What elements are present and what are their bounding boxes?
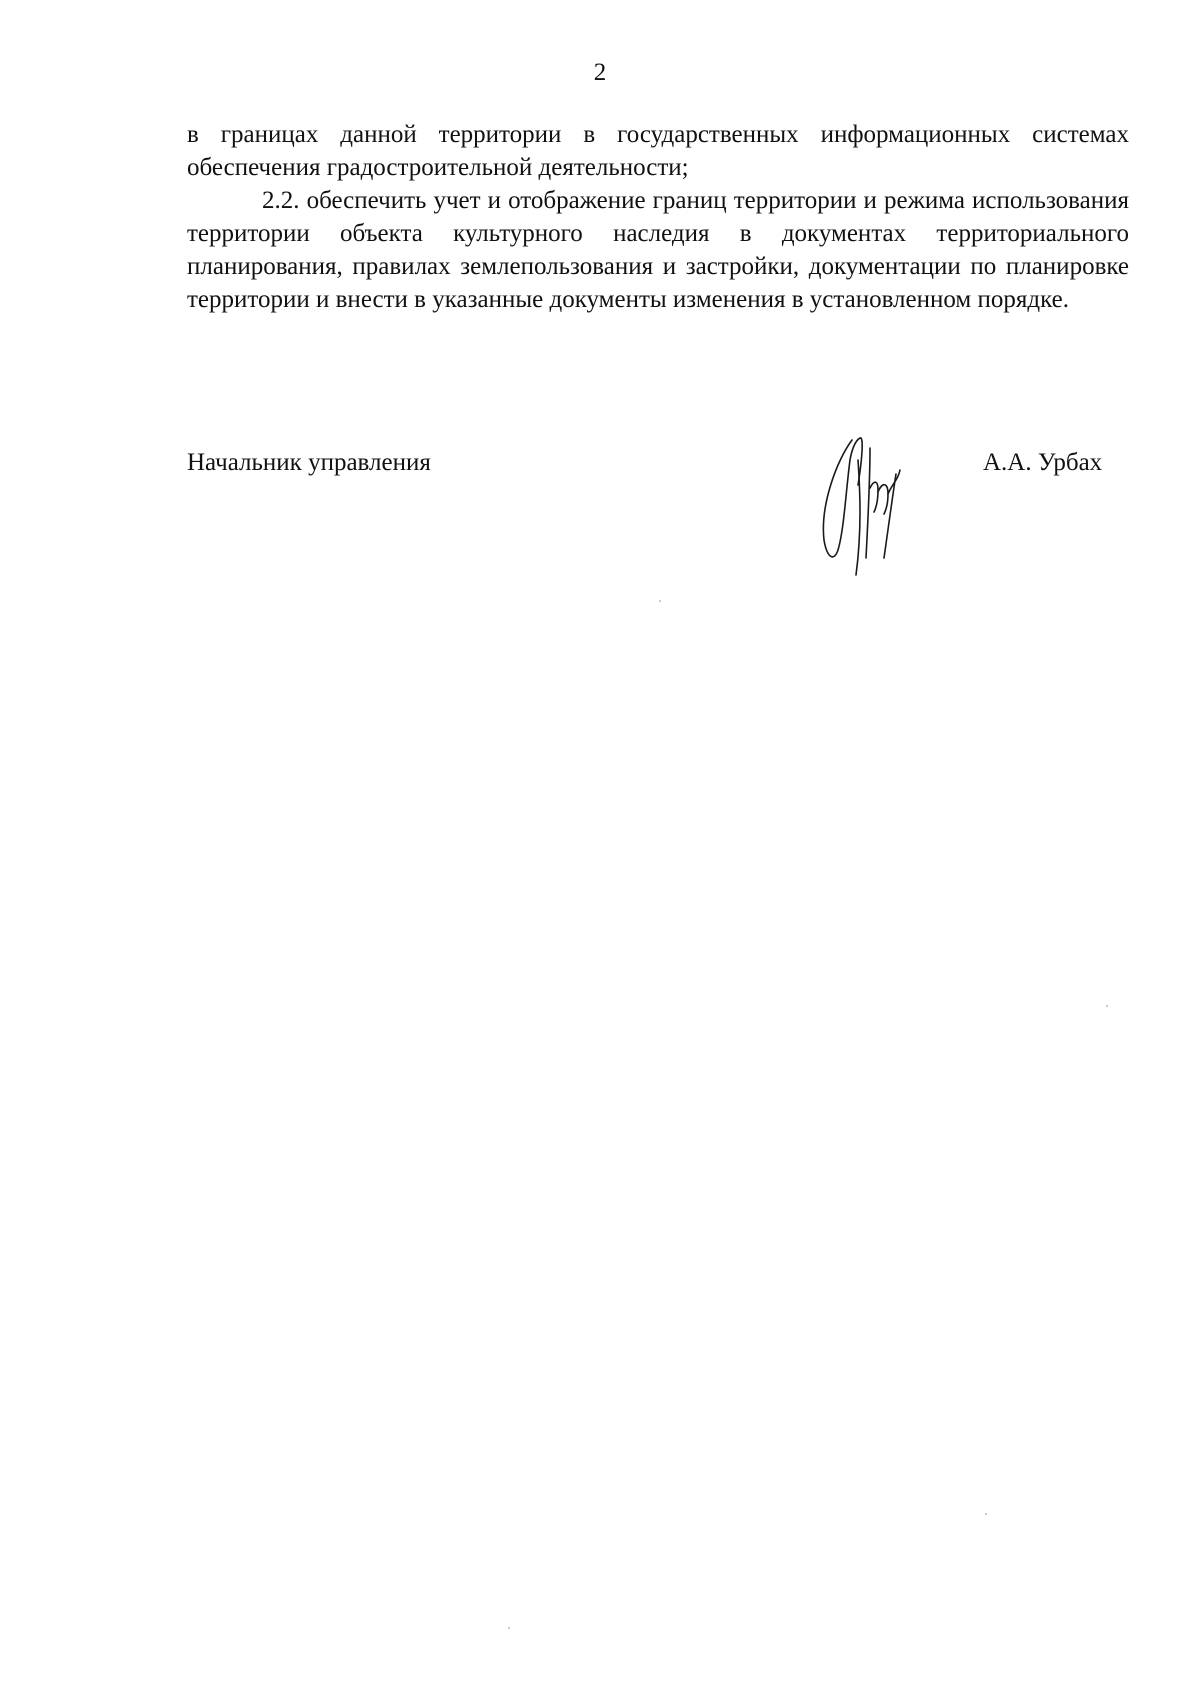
scan-speck [985, 1513, 987, 1515]
scan-speck [659, 600, 661, 602]
signatory-name: А.А. Урбах [983, 449, 1103, 476]
page-number: 2 [593, 59, 607, 86]
signatory-position: Начальник управления [187, 449, 431, 476]
paragraph-item-2-2: 2.2. обеспечить учет и отображение границ территории и режима использования территории объекта культурного наследия в документах территориального планирования, правилах землепользования и застройки, документации по планировке территории и внести в указанные документы изменения в установленном порядке. [187, 187, 1129, 313]
handwritten-signature [812, 430, 922, 580]
scan-speck [1106, 1005, 1108, 1007]
scan-speck [508, 1627, 510, 1629]
paragraph-continuation: в границах данной территории в государственных информационных системах обеспечения градостроительной деятельности; [187, 121, 1129, 181]
document-body [187, 118, 1129, 316]
